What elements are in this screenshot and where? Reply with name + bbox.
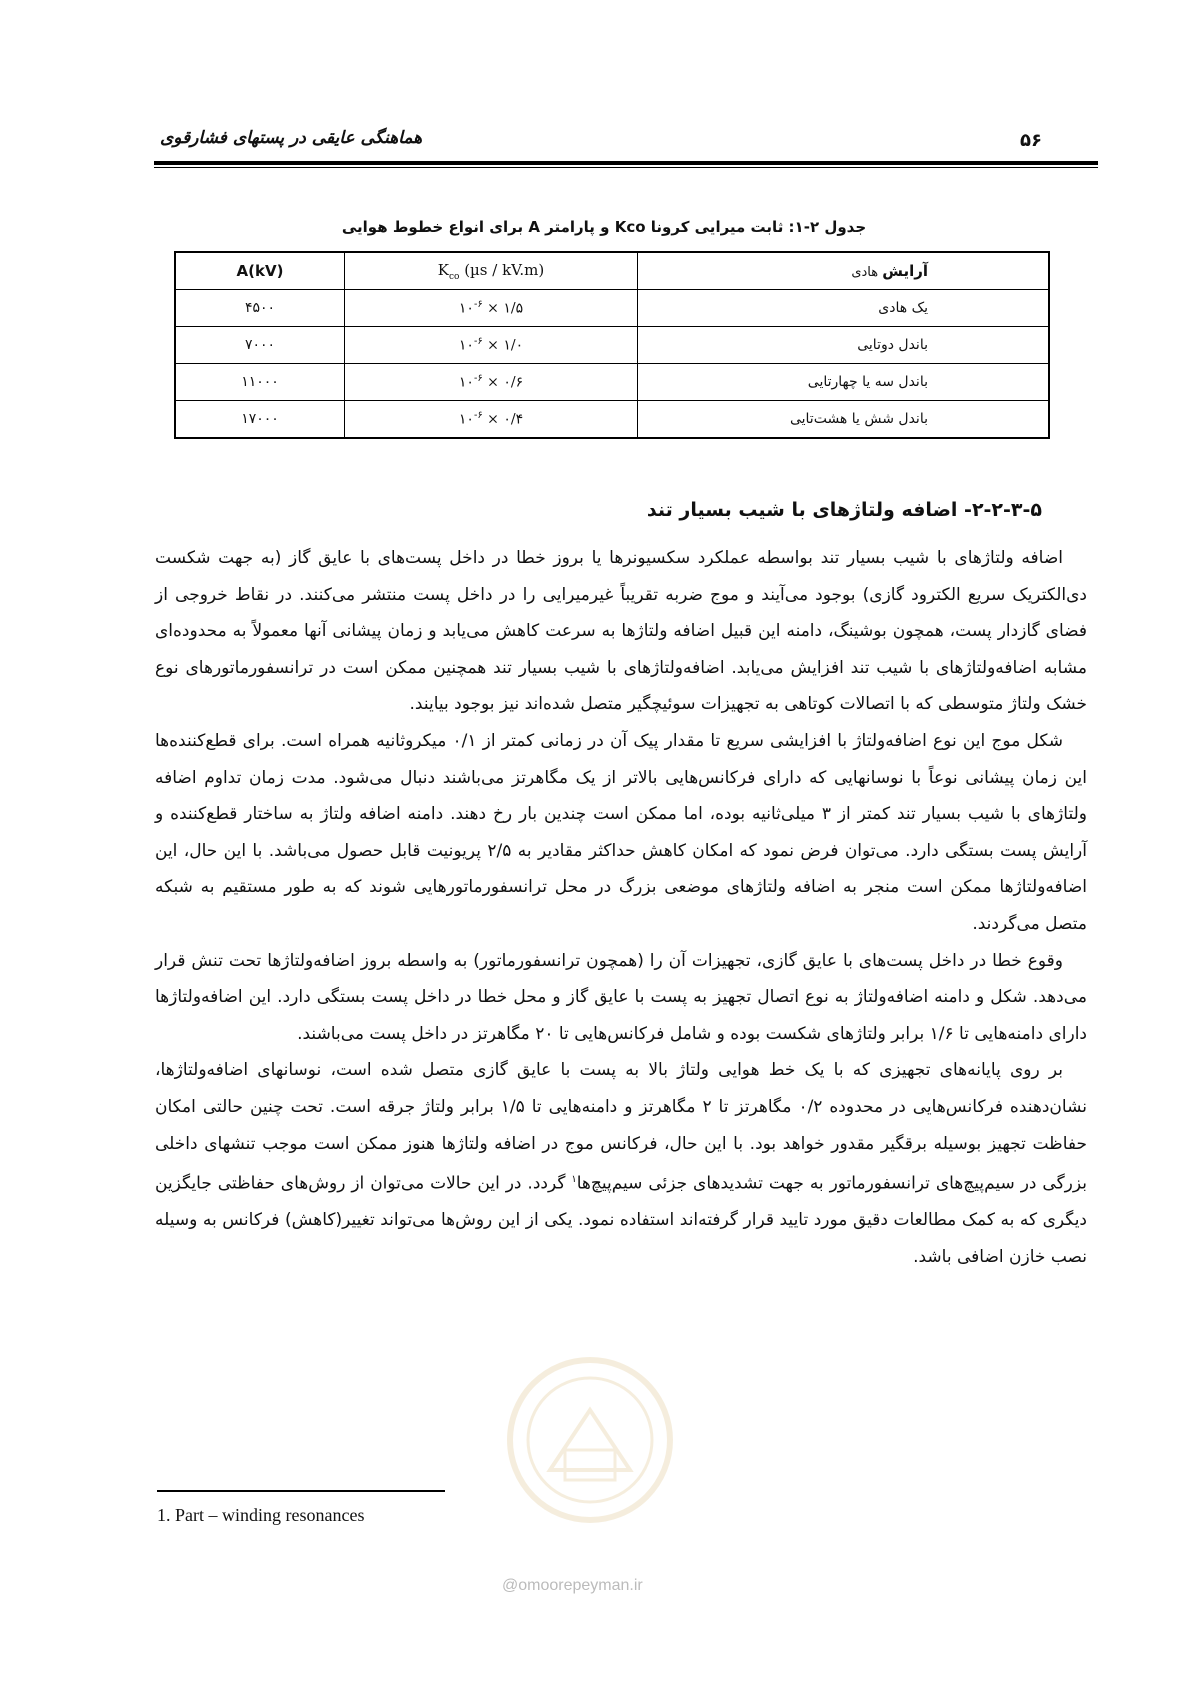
header-k-sub: co (448, 271, 460, 282)
table-row (175, 290, 1049, 327)
cell-arrangement: باندل سه یا چهارتایی (638, 364, 1050, 401)
kco-exponent: -۶ (473, 336, 483, 348)
header-arrangement-rest: هادی (851, 265, 883, 280)
header-a: A(kV) (175, 252, 345, 290)
kco-mantissa: ۱/۰ × ۱۰ (458, 337, 524, 354)
paragraph-part: گردد. در این حالات می‌توان از روش‌های حفاظتی جایگزین دیگری که به کمک مطالعات دقیق مورد تایید قرار گرفته‌اند استفاده نمود. یکی از این روش‌ها می‌تواند تغییر(کاهش) فرکانس به وسیله نصب خازن اضافی باشد. (155, 1173, 1087, 1267)
cell-kco (345, 401, 638, 439)
paragraph: اضافه ولتاژهای با شیب بسیار تند بواسطه عملکرد سکسیونرها یا بروز خطا در داخل پست‌های با عایق گاز (به جهت شکست دی‌الکتریک سریع الکترود گازی) بوجود می‌آیند و موج ضربه تقریباً غیرمیرایی را در داخل پست منتشر می‌کنند. در نقاط خروجی از فضای گازدار پست، همچون بوشینگ، دامنه این قبیل اضافه ولتاژها به سرعت کاهش می‌یابد و زمان پیشانی آنها معمولاً به محدوده‌ای مشابه اضافه‌ولتاژهای با شیب تند افزایش می‌یابد. اضافه‌ولتاژهای با شیب بسیار تند همچنین ممکن است در ترانسفورماتورهای نوع خشک ولتاژ متوسطی که با اتصالات کوتاهی به تجهیزات سوئیچگیر متصل شده‌اند نیز بوجود بیایند. (155, 548, 1087, 715)
header-rule-thin (154, 167, 1098, 168)
footnote: 1. Part – winding resonances (157, 1505, 365, 1525)
table-row (175, 327, 1049, 364)
cell-a: ۱۱۰۰۰ (175, 364, 345, 401)
cell-a: ۷۰۰۰ (175, 327, 345, 364)
table-header-row (175, 252, 1049, 290)
cell-arrangement: باندل شش یا هشت‌تایی (638, 401, 1050, 439)
table-row (175, 364, 1049, 401)
paragraph-part: بر روی پایانه‌های تجهیزی که با یک خط هوایی ولتاژ بالا به پست با عایق گازی متصل شده است، نوسانهای اضافه‌ولتاژها، نشان‌دهنده فرکانس‌هایی در محدوده ۰/۲ مگاهرتز تا ۲ مگاهرتز و دامنه‌هایی تا ۱/۵ برابر ولتاژ جرقه است. تحت چنین حالتی امکان حفاظت تجهیز بوسیله برقگیر مقدور خواهد بود. با این حال، فرکانس موج در اضافه ولتاژها هنوز ممکن است موجب تنشهای داخلی بزرگی در سیم‌پیچ‌های ترانسفورماتور به جهت تشدیدهای جزئی سیم‌پیچ‌ها (155, 1060, 1087, 1194)
kco-exponent: -۶ (473, 373, 483, 385)
footnote-reference: ۱ (571, 1174, 577, 1186)
table-row (175, 401, 1049, 439)
kco-mantissa: ۰/۶ × ۱۰ (458, 374, 524, 391)
running-title: هماهنگی عایقی در پستهای فشارقوی (160, 128, 423, 148)
kco-mantissa: ۱/۵ × ۱۰ (458, 300, 524, 317)
kco-exponent: -۶ (473, 410, 483, 422)
cell-kco (345, 364, 638, 401)
table-caption: جدول ۲-۱: ثابت میرایی کرونا Kco و پارامتر A برای انواع خطوط هوایی (341, 218, 867, 236)
paragraph (155, 1052, 1087, 1275)
cell-a: ۴۵۰۰ (175, 290, 345, 327)
paragraph: وقوع خطا در داخل پست‌های با عایق گازی، تجهیزات آن را (همچون ترانسفورماتور) به واسطه بروز اضافه‌ولتاژها تحت تنش قرار می‌دهد. شکل و دامنه اضافه‌ولتاژ به نوع اتصال تجهیز به پست با عایق گاز و محل خطا در داخل پست بستگی دارد. این اضافه‌ولتاژها دارای دامنه‌هایی تا ۱/۶ برابر ولتاژهای شکست بوده و شامل فرکانس‌هایی تا ۲۰ مگاهرتز در داخل پست می‌باشند. (155, 950, 1087, 1044)
header-k: K (437, 260, 449, 279)
header-k-unit: (µs / kV.m) (459, 260, 545, 279)
footnote-rule (157, 1490, 445, 1492)
corona-damping-table (174, 251, 1050, 439)
kco-exponent: -۶ (473, 299, 483, 311)
header-arrangement (638, 252, 1050, 290)
cell-kco (345, 290, 638, 327)
watermark-text: @omoorepeyman.ir (502, 1577, 643, 1594)
header-rule (154, 161, 1098, 165)
header-kco (345, 252, 638, 290)
section-heading: ۲-۲-۳-۵- اضافه ولتاژهای با شیب بسیار تند (646, 499, 1042, 521)
header-arrangement-bold: آرایش (882, 262, 928, 280)
cell-kco (345, 327, 638, 364)
cell-arrangement: باندل دوتایی (638, 327, 1050, 364)
page-number: ۵۶ (1020, 130, 1042, 151)
kco-mantissa: ۰/۴ × ۱۰ (458, 411, 524, 428)
cell-arrangement: یک هادی (638, 290, 1050, 327)
watermark-seal-icon (490, 1350, 690, 1530)
cell-a: ۱۷۰۰۰ (175, 401, 345, 439)
body-text (155, 540, 1087, 1276)
paragraph: شکل موج این نوع اضافه‌ولتاژ با افزایشی سریع تا مقدار پیک آن در زمانی کمتر از ۰/۱ میکروثانیه همراه است. برای قطع‌کننده‌ها این زمان پیشانی نوعاً با نوسانهایی که دارای فرکانس‌هایی بالاتر از یک مگاهرتز می‌باشند دنبال می‌شود. مدت زمان تداوم اضافه ولتاژهای با شیب بسیار تند کمتر از ۳ میلی‌ثانیه بوده، اما ممکن است چندین بار رخ دهند. دامنه اضافه ولتاژ به ساختار قطع‌کننده و آرایش پست بستگی دارد. می‌توان فرض نمود که امکان کاهش حداکثر مقادیر به ۲/۵ پریونیت قابل حصول می‌باشد. با این حال، این اضافه‌ولتاژها ممکن است منجر به اضافه ولتاژهای موضعی بزرگ در محل ترانسفورماتورهایی شوند که به طور مستقیم به شبکه متصل می‌گردند. (155, 730, 1088, 934)
